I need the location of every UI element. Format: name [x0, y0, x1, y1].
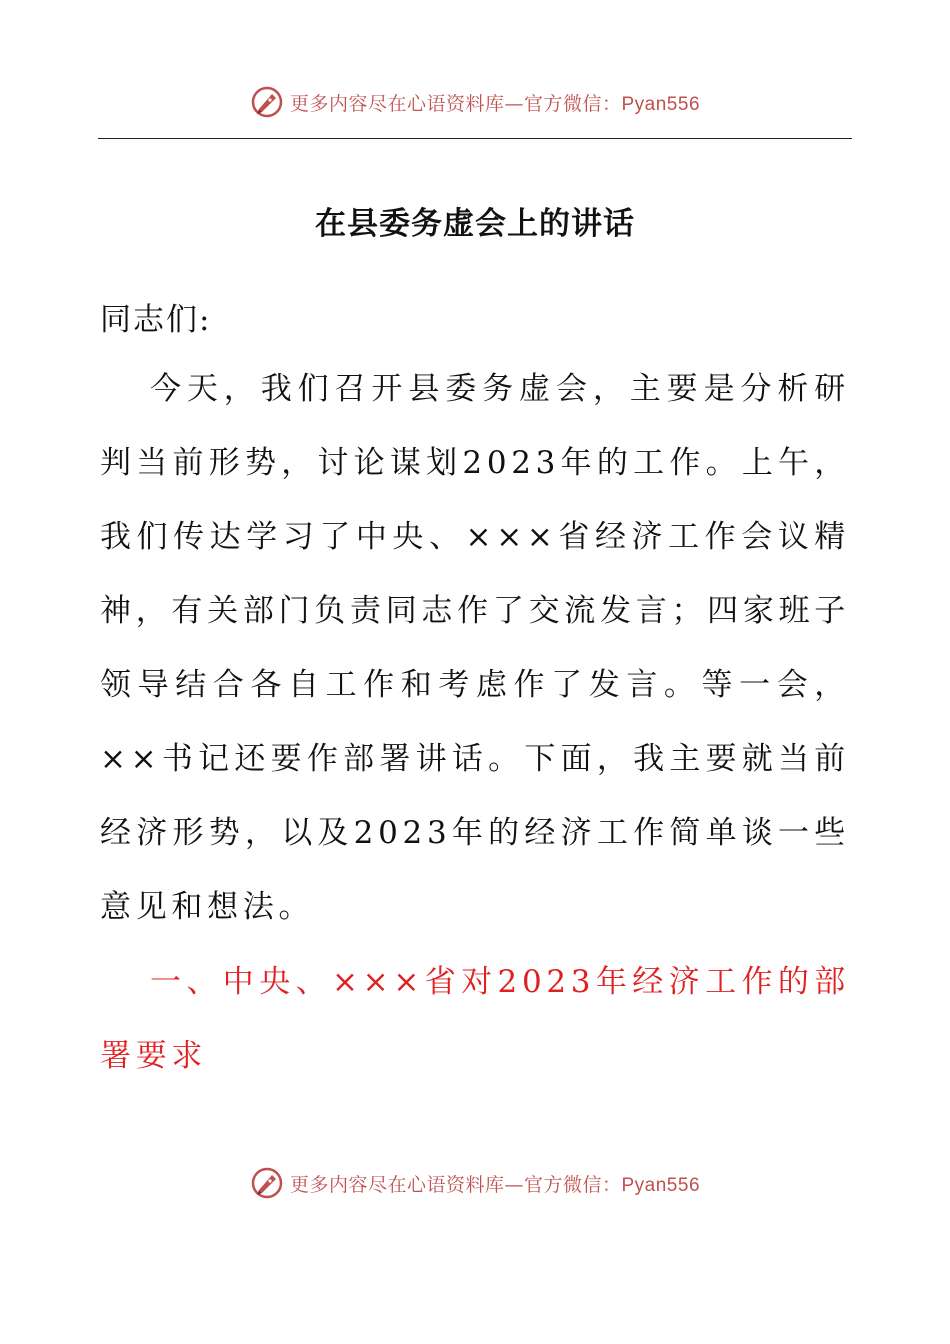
watermark-label: [290, 1170, 700, 1197]
watermark-header: [0, 82, 950, 122]
body-paragraph: 今天，我们召开县委务虚会，主要是分析研判当前形势，讨论谋划2023年的工作。上午，我们传达学习了中央、×××省经济工作会议精神，有关部门负责同志作了交流发言；四家班子领导结合各自工作和考虑作了发言。等一会，××书记还要作部署讲话。下面，我主要就当前经济形势，以及2023年的经济工作简单谈一些意见和想法。: [100, 371, 850, 925]
watermark-text: 更多内容尽在心语资料库—官方微信：: [289, 1173, 622, 1196]
watermark-wechat-id: Pyan556: [621, 93, 701, 115]
pen-nib-logo-icon: [250, 85, 284, 119]
watermark-wechat-id: Pyan556: [621, 1174, 701, 1196]
pen-nib-logo-icon: [250, 1166, 284, 1200]
section-heading: 一、中央、×××省对2023年经济工作的部署要求: [100, 964, 850, 1074]
salutation: 同志们:: [100, 302, 212, 338]
watermark-footer: [0, 1163, 950, 1203]
header-divider: [98, 138, 852, 139]
document-title: 在县委务虚会上的讲话: [315, 206, 635, 242]
watermark-label: [290, 89, 700, 116]
watermark-text: 更多内容尽在心语资料库—官方微信：: [289, 92, 622, 115]
